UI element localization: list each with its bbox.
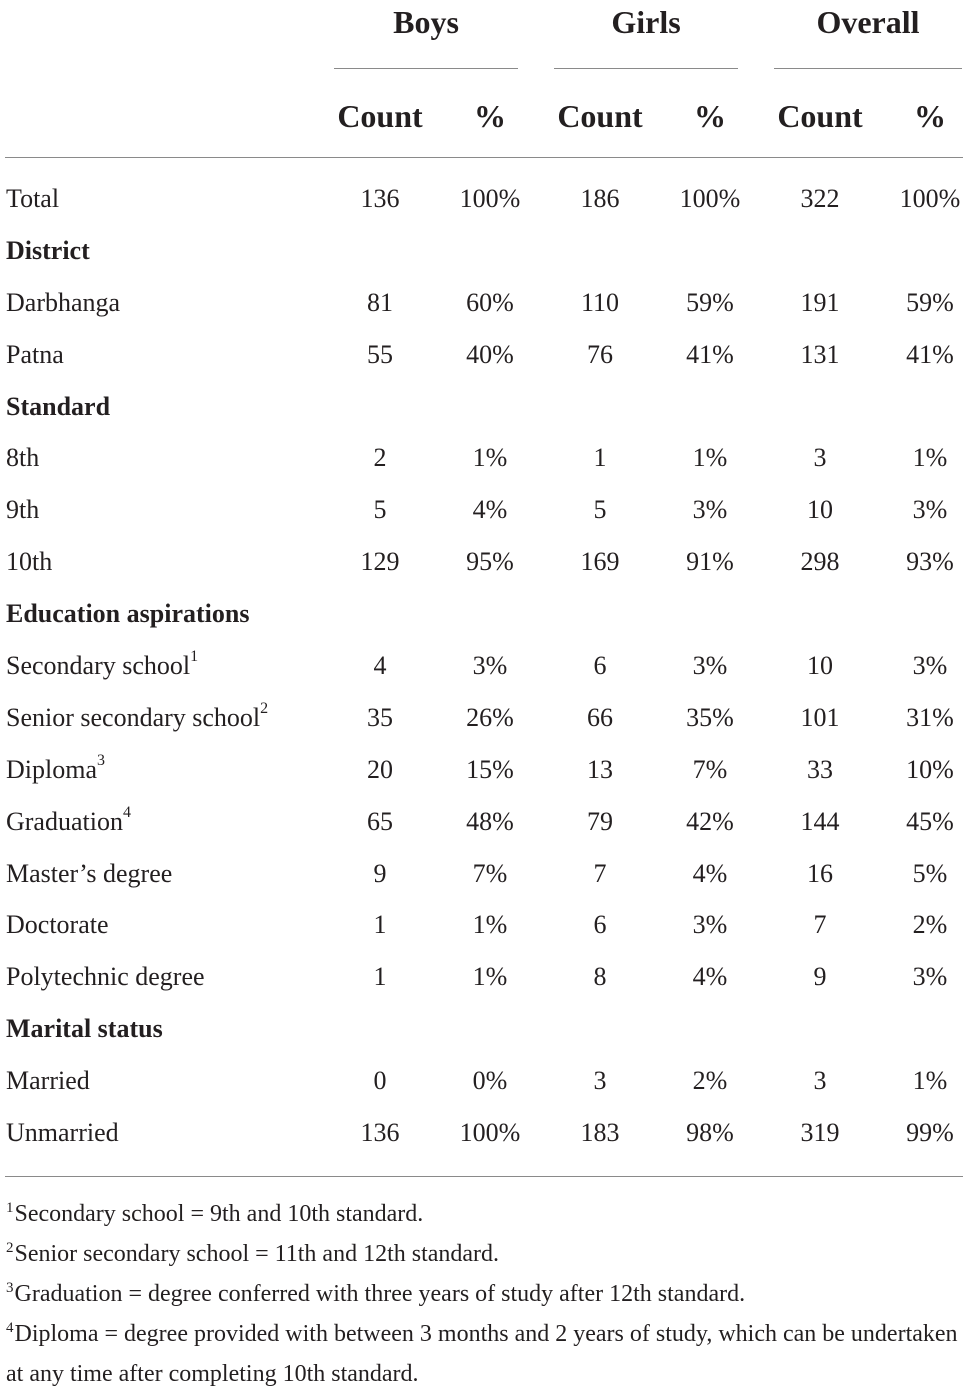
section-header-row — [0, 228, 968, 280]
row-label-text: 9th — [6, 495, 40, 525]
count-cell: 6 — [593, 651, 607, 681]
section-label — [6, 1014, 163, 1044]
count-cell: 35 — [367, 702, 393, 732]
percent-cell: 0% — [472, 1066, 508, 1096]
percent-cell: 4% — [692, 858, 728, 888]
footnote-marker: 1 — [190, 648, 199, 666]
percent-cell: 2% — [692, 1066, 728, 1096]
row-label — [6, 962, 205, 992]
percent-cell: 100% — [459, 184, 521, 213]
count-cell: 10 — [807, 495, 833, 525]
footnote-text: Graduation = degree conferred with three years of study after 12th standard. — [14, 1281, 746, 1307]
percent-cell: 45% — [906, 806, 954, 836]
table-row — [0, 176, 968, 228]
count-cell: 76 — [587, 339, 613, 369]
percent-cell: 1% — [912, 443, 948, 473]
count-cell: 136 — [360, 1118, 400, 1148]
subheader-boys-count: Count — [337, 98, 423, 134]
group-header-girls: Girls — [611, 4, 681, 40]
count-cell: 136 — [360, 184, 400, 213]
table-row — [0, 1110, 968, 1162]
footnote-item — [6, 1236, 964, 1276]
percent-cell: 10% — [906, 754, 954, 784]
count-cell: 1 — [373, 962, 387, 992]
percent-cell: 41% — [906, 339, 954, 369]
count-cell: 1 — [373, 910, 387, 940]
count-cell: 66 — [587, 702, 613, 732]
row-label — [6, 700, 269, 733]
percent-cell: 100% — [899, 184, 961, 213]
footnote-marker: 4 — [122, 804, 131, 822]
percent-cell: 1% — [472, 443, 508, 473]
footnote-text: Diploma = degree provided with between 3 months and 2 years of study, which can be undertaken at any time after completing 10th standard. — [6, 1321, 958, 1387]
table-row — [0, 643, 968, 695]
count-cell: 5 — [593, 495, 607, 525]
row-label-text: Doctorate — [6, 910, 109, 940]
section-label — [6, 392, 110, 422]
footnote-text: Secondary school = 9th and 10th standard. — [14, 1201, 424, 1227]
subheader-overall-count: Count — [777, 98, 863, 134]
percent-cell: 100% — [459, 1118, 521, 1148]
subheader-overall-percent: % — [914, 98, 946, 134]
percent-cell: 100% — [679, 184, 741, 213]
percent-cell: 40% — [466, 339, 514, 369]
count-cell: 144 — [800, 806, 840, 836]
row-label-text: Graduation — [6, 806, 123, 836]
footnote-mark: 3 — [6, 1280, 14, 1296]
table-row — [0, 747, 968, 799]
row-label — [6, 859, 172, 889]
percent-cell: 99% — [906, 1118, 954, 1148]
count-cell: 5 — [373, 495, 387, 525]
count-cell: 4 — [373, 651, 387, 681]
count-cell: 131 — [800, 339, 840, 369]
count-cell: 10 — [807, 651, 833, 681]
row-label-text: Master’s degree — [6, 858, 173, 888]
row-label — [6, 547, 52, 577]
count-cell: 8 — [593, 962, 607, 992]
count-cell: 9 — [813, 962, 827, 992]
footnote-mark: 1 — [6, 1200, 14, 1216]
count-cell: 169 — [580, 547, 620, 577]
percent-cell: 3% — [692, 651, 728, 681]
row-label-text: Darbhanga — [6, 287, 121, 317]
table-row — [0, 487, 968, 539]
group-header-overall: Overall — [816, 4, 920, 40]
count-cell: 0 — [373, 1066, 387, 1096]
row-label-text: Senior secondary school — [6, 702, 261, 732]
count-cell: 13 — [587, 754, 613, 784]
row-label-text: Standard — [6, 391, 111, 421]
row-label — [6, 1118, 119, 1148]
row-label — [6, 288, 120, 318]
percent-cell: 1% — [912, 1066, 948, 1096]
row-label — [6, 184, 59, 214]
count-cell: 2 — [373, 443, 387, 473]
percent-cell: 4% — [692, 962, 728, 992]
percent-cell: 15% — [466, 754, 514, 784]
percent-cell: 98% — [686, 1118, 734, 1148]
subheader-girls-percent: % — [694, 98, 726, 134]
row-label — [6, 648, 199, 681]
table-row — [0, 1058, 968, 1110]
row-label-text: 8th — [6, 443, 40, 473]
percent-cell: 91% — [686, 547, 734, 577]
footnote-item — [6, 1316, 964, 1393]
row-label — [6, 443, 39, 473]
percent-cell: 3% — [912, 962, 948, 992]
count-cell: 183 — [580, 1118, 620, 1148]
percent-cell: 3% — [692, 910, 728, 940]
table-bottom-rule — [5, 1176, 963, 1177]
table-row — [0, 799, 968, 851]
row-label-text: Married — [6, 1066, 90, 1096]
percent-cell: 3% — [692, 495, 728, 525]
row-label-text: Unmarried — [6, 1118, 119, 1148]
count-cell: 191 — [800, 287, 840, 317]
table-row — [0, 902, 968, 954]
count-cell: 322 — [800, 184, 840, 213]
percent-cell: 31% — [906, 702, 954, 732]
percent-cell: 35% — [686, 702, 734, 732]
subheader-girls-count: Count — [557, 98, 643, 134]
section-header-row — [0, 1006, 968, 1058]
table-body — [0, 176, 968, 1162]
group-rule-girls — [554, 68, 738, 69]
percent-cell: 7% — [692, 754, 728, 784]
table-row — [0, 851, 968, 903]
count-cell: 3 — [813, 1066, 827, 1096]
percent-cell: 1% — [472, 910, 508, 940]
count-cell: 79 — [587, 806, 613, 836]
row-label — [6, 752, 105, 785]
row-label-text: Diploma — [6, 754, 97, 784]
row-label-text: Polytechnic degree — [6, 962, 205, 992]
footnote-item — [6, 1276, 964, 1316]
group-header-boys: Boys — [393, 4, 459, 40]
group-rule-boys — [334, 68, 518, 69]
footnote-mark: 4 — [6, 1320, 14, 1336]
count-cell: 186 — [580, 184, 620, 213]
count-cell: 110 — [580, 287, 620, 317]
row-label — [6, 495, 39, 525]
count-cell: 298 — [800, 547, 840, 577]
footnote-marker: 3 — [97, 752, 105, 770]
count-cell: 33 — [807, 754, 833, 784]
count-cell: 55 — [367, 339, 393, 369]
percent-cell: 93% — [906, 547, 954, 577]
footnote-mark: 2 — [6, 1240, 14, 1256]
section-header-row — [0, 384, 968, 436]
count-cell: 7 — [593, 858, 607, 888]
count-cell: 16 — [807, 858, 833, 888]
row-label-text: Patna — [6, 339, 64, 369]
count-cell: 101 — [800, 702, 840, 732]
percent-cell: 42% — [686, 806, 734, 836]
percent-cell: 3% — [912, 651, 948, 681]
percent-cell: 3% — [912, 495, 948, 525]
group-rule-overall — [774, 68, 962, 69]
count-cell: 7 — [813, 910, 827, 940]
footnote-text: Senior secondary school = 11th and 12th standard. — [14, 1241, 500, 1267]
footnotes — [6, 1196, 964, 1393]
count-cell: 129 — [360, 547, 400, 577]
count-cell: 9 — [373, 858, 387, 888]
count-cell: 1 — [593, 443, 607, 473]
count-cell: 3 — [813, 443, 827, 473]
percent-cell: 48% — [466, 806, 514, 836]
percent-cell: 3% — [472, 651, 508, 681]
table-row — [0, 539, 968, 591]
count-cell: 20 — [367, 754, 393, 784]
header-rule — [5, 157, 963, 158]
row-label — [6, 340, 64, 370]
count-cell: 319 — [800, 1118, 840, 1148]
percent-cell: 41% — [686, 339, 734, 369]
row-label — [6, 804, 131, 837]
row-label-text: Secondary school — [6, 651, 191, 681]
row-label-text: Marital status — [6, 1014, 163, 1044]
count-cell: 65 — [367, 806, 393, 836]
section-label — [6, 236, 90, 266]
percent-cell: 4% — [472, 495, 508, 525]
percent-cell: 1% — [472, 962, 508, 992]
percent-cell: 60% — [466, 287, 514, 317]
subheader-boys-percent: % — [474, 98, 506, 134]
row-label-text: 10th — [6, 547, 53, 577]
table-row — [0, 954, 968, 1006]
count-cell: 81 — [367, 287, 393, 317]
row-label-text: Total — [6, 184, 60, 213]
count-cell: 3 — [593, 1066, 607, 1096]
percent-cell: 26% — [466, 702, 514, 732]
percent-cell: 7% — [472, 858, 508, 888]
section-header-row — [0, 591, 968, 643]
footnote-item — [6, 1196, 964, 1236]
row-label-text: Education aspirations — [6, 599, 250, 629]
section-label — [6, 599, 249, 629]
table-row — [0, 332, 968, 384]
table-row — [0, 695, 968, 747]
row-label-text: District — [6, 235, 90, 265]
row-label — [6, 910, 109, 940]
percent-cell: 1% — [692, 443, 728, 473]
percent-cell: 2% — [912, 910, 948, 940]
count-cell: 6 — [593, 910, 607, 940]
percent-cell: 59% — [686, 287, 734, 317]
percent-cell: 5% — [912, 858, 948, 888]
percent-cell: 59% — [906, 287, 954, 317]
table-row — [0, 435, 968, 487]
table-row — [0, 280, 968, 332]
percent-cell: 95% — [466, 547, 514, 577]
row-label — [6, 1066, 90, 1096]
footnote-marker: 2 — [260, 700, 269, 718]
